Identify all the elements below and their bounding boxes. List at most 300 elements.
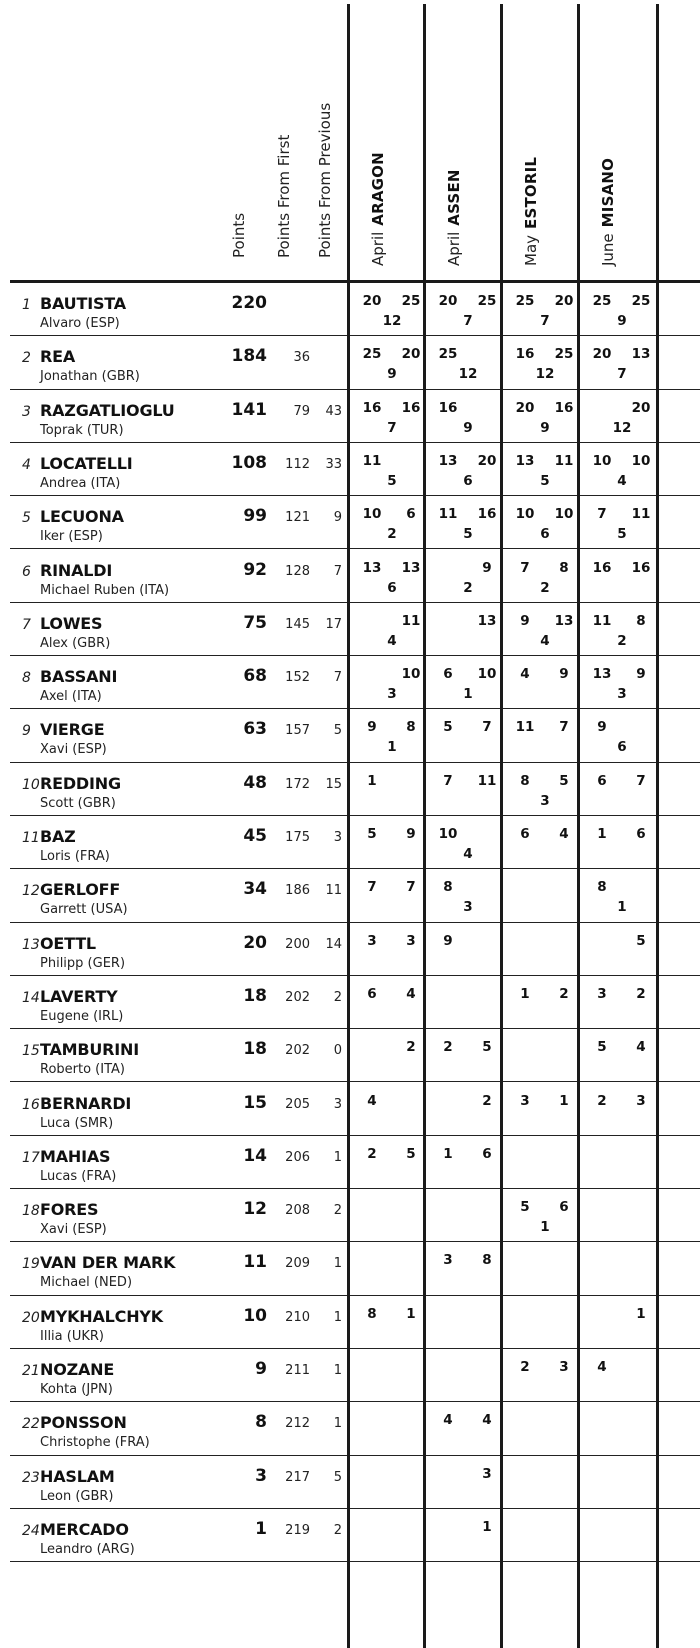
rider-first-name-country: Kohta (JPN) bbox=[40, 1382, 113, 1397]
points-from-previous: 7 bbox=[333, 563, 342, 579]
round-result: 4 bbox=[367, 1092, 377, 1109]
points-from-first: 205 bbox=[285, 1096, 310, 1112]
round-result: 1 bbox=[463, 686, 473, 703]
points-from-previous: 1 bbox=[333, 1256, 342, 1272]
rider-points: 11 bbox=[243, 1252, 267, 1273]
points-from-previous: 7 bbox=[333, 670, 342, 686]
round-result: 25 bbox=[592, 293, 612, 309]
round-result: 20 bbox=[438, 293, 458, 309]
round-result: 5 bbox=[406, 1145, 416, 1162]
round-result: 3 bbox=[540, 792, 550, 809]
round-result: 13 bbox=[362, 559, 382, 576]
round-result: 2 bbox=[520, 1359, 530, 1375]
rider-position: 22 bbox=[22, 1416, 40, 1433]
round-result: 1 bbox=[443, 1145, 453, 1162]
round-result: 1 bbox=[559, 1092, 569, 1109]
rider-first-name-country: Eugene (IRL) bbox=[40, 1008, 124, 1024]
points-from-first: 210 bbox=[285, 1309, 310, 1325]
rider-points: 45 bbox=[243, 826, 267, 846]
round-result: 5 bbox=[617, 526, 627, 543]
rider-first-name-country: Christophe (FRA) bbox=[40, 1435, 150, 1451]
round-result: 13 bbox=[515, 452, 535, 469]
rider-first-name-country: Xavi (ESP) bbox=[40, 1222, 107, 1238]
round-result: 1 bbox=[540, 1219, 550, 1236]
rider-position: 21 bbox=[22, 1363, 40, 1379]
table-row bbox=[10, 1402, 700, 1455]
header-points-from-first: Points From First bbox=[275, 134, 293, 258]
round-result: 13 bbox=[554, 612, 574, 629]
rider-points: 92 bbox=[243, 559, 267, 580]
round-result: 5 bbox=[367, 826, 377, 842]
round-result: 6 bbox=[463, 472, 473, 489]
round-result: 3 bbox=[387, 686, 397, 703]
round-header bbox=[600, 158, 616, 266]
rider-first-name-country: Garrett (USA) bbox=[40, 902, 128, 918]
rider-last-name: FORES bbox=[40, 1200, 99, 1220]
round-result: 5 bbox=[482, 1039, 492, 1056]
rider-last-name: LOWES bbox=[40, 613, 103, 633]
round-result: 25 bbox=[477, 293, 497, 309]
rider-last-name: OETTL bbox=[40, 933, 96, 953]
round-result: 4 bbox=[617, 472, 627, 489]
round-result: 4 bbox=[559, 826, 569, 842]
round-result: 25 bbox=[631, 293, 651, 309]
table-row bbox=[10, 1456, 700, 1509]
rider-points: 14 bbox=[243, 1145, 267, 1166]
round-result: 10 bbox=[438, 826, 458, 842]
header-points: Points bbox=[230, 212, 248, 258]
round-result: 16 bbox=[438, 399, 458, 416]
round-result: 12 bbox=[382, 313, 402, 329]
round-venue: MISANO bbox=[599, 157, 617, 228]
round-result: 6 bbox=[636, 826, 646, 842]
round-result: 3 bbox=[520, 1092, 530, 1109]
round-result: 20 bbox=[401, 346, 421, 363]
round-result: 3 bbox=[443, 1252, 453, 1269]
round-result: 3 bbox=[406, 932, 416, 949]
round-result: 4 bbox=[520, 666, 530, 683]
rider-position: 24 bbox=[22, 1522, 40, 1539]
round-result: 3 bbox=[367, 932, 377, 949]
rider-points: 18 bbox=[243, 985, 267, 1006]
points-from-previous: 1 bbox=[333, 1149, 342, 1165]
rider-last-name: LECUONA bbox=[40, 507, 124, 527]
round-result: 16 bbox=[401, 399, 421, 416]
rider-last-name: BAUTISTA bbox=[40, 294, 126, 313]
table-row bbox=[10, 816, 700, 869]
round-result: 13 bbox=[438, 452, 458, 469]
round-result: 9 bbox=[597, 719, 607, 736]
points-from-first: 172 bbox=[285, 776, 310, 792]
round-month: May bbox=[522, 234, 540, 266]
points-from-previous: 0 bbox=[333, 1043, 342, 1059]
round-result: 16 bbox=[477, 506, 497, 523]
table-row bbox=[10, 603, 700, 656]
rider-last-name: REDDING bbox=[40, 773, 121, 793]
round-result: 9 bbox=[482, 559, 492, 576]
round-result: 6 bbox=[482, 1145, 492, 1162]
table-row bbox=[10, 923, 700, 976]
rider-first-name-country: Luca (SMR) bbox=[40, 1115, 114, 1131]
table-row bbox=[10, 976, 700, 1029]
round-separator bbox=[577, 4, 580, 1648]
round-separator bbox=[500, 4, 503, 1648]
round-result: 4 bbox=[482, 1412, 492, 1429]
round-result: 8 bbox=[636, 612, 646, 629]
round-result: 5 bbox=[597, 1039, 607, 1056]
round-result: 5 bbox=[443, 719, 453, 736]
rider-points: 20 bbox=[243, 932, 267, 953]
rider-points: 184 bbox=[231, 346, 267, 367]
rider-position: 3 bbox=[22, 403, 31, 420]
round-result: 20 bbox=[554, 293, 574, 309]
round-result: 5 bbox=[540, 472, 550, 489]
round-result: 6 bbox=[387, 579, 397, 596]
round-result: 25 bbox=[438, 346, 458, 363]
round-result: 7 bbox=[387, 419, 397, 436]
round-result: 2 bbox=[636, 985, 646, 1002]
round-result: 1 bbox=[636, 1305, 646, 1322]
points-from-previous: 5 bbox=[333, 723, 342, 739]
round-result: 2 bbox=[387, 526, 397, 543]
round-result: 8 bbox=[597, 879, 607, 896]
round-result: 4 bbox=[443, 1412, 453, 1429]
round-result: 8 bbox=[406, 719, 416, 736]
round-result: 11 bbox=[631, 506, 651, 523]
points-from-previous: 2 bbox=[333, 989, 342, 1005]
round-result: 9 bbox=[443, 932, 453, 949]
round-result: 12 bbox=[535, 366, 555, 383]
round-result: 4 bbox=[406, 985, 416, 1002]
rider-first-name-country: Loris (FRA) bbox=[40, 849, 110, 864]
round-result: 1 bbox=[387, 739, 397, 756]
points-from-first: 112 bbox=[285, 456, 310, 472]
round-result: 13 bbox=[631, 346, 651, 363]
points-from-first: 79 bbox=[293, 403, 310, 419]
rider-first-name-country: Leon (GBR) bbox=[40, 1488, 114, 1504]
round-result: 7 bbox=[463, 313, 473, 329]
rider-points: 108 bbox=[231, 452, 267, 473]
rider-points: 18 bbox=[243, 1039, 267, 1060]
points-from-previous: 2 bbox=[333, 1522, 342, 1538]
header-points-from-previous: Points From Previous bbox=[316, 102, 334, 258]
round-separator bbox=[656, 4, 659, 1648]
round-result: 7 bbox=[540, 313, 550, 329]
rider-last-name: BASSANI bbox=[40, 667, 118, 687]
round-result: 8 bbox=[482, 1252, 492, 1269]
rider-position: 4 bbox=[22, 456, 31, 473]
rider-points: 48 bbox=[243, 772, 267, 793]
rider-last-name: MYKHALCHYK bbox=[40, 1306, 163, 1326]
round-result: 2 bbox=[406, 1039, 416, 1056]
rider-points: 63 bbox=[243, 719, 267, 740]
points-from-previous: 43 bbox=[325, 403, 342, 419]
round-result: 16 bbox=[592, 559, 612, 576]
points-from-previous: 15 bbox=[325, 776, 342, 792]
round-result: 8 bbox=[559, 559, 569, 576]
table-row bbox=[10, 550, 700, 603]
points-from-first: 208 bbox=[285, 1203, 310, 1219]
rider-points: 141 bbox=[231, 399, 267, 420]
round-result: 2 bbox=[617, 632, 627, 649]
rider-last-name: TAMBURINI bbox=[40, 1040, 139, 1060]
round-venue: ASSEN bbox=[445, 169, 463, 226]
round-result: 1 bbox=[520, 985, 530, 1002]
round-result: 11 bbox=[362, 452, 382, 469]
rider-first-name-country: Andrea (ITA) bbox=[40, 475, 121, 491]
round-result: 25 bbox=[554, 346, 574, 363]
round-result: 20 bbox=[362, 293, 382, 309]
round-result: 9 bbox=[387, 366, 397, 383]
round-result: 6 bbox=[597, 772, 607, 789]
table-row bbox=[10, 1242, 700, 1295]
rider-position: 5 bbox=[22, 510, 31, 527]
round-result: 4 bbox=[636, 1039, 646, 1056]
round-result: 7 bbox=[559, 719, 569, 736]
rider-last-name: REA bbox=[40, 347, 76, 367]
round-result: 5 bbox=[387, 472, 397, 489]
round-result: 2 bbox=[540, 579, 550, 596]
round-result: 8 bbox=[367, 1305, 377, 1322]
rider-last-name: VAN DER MARK bbox=[40, 1253, 176, 1273]
round-result: 5 bbox=[463, 526, 473, 543]
round-result: 5 bbox=[636, 932, 646, 949]
points-from-previous: 17 bbox=[325, 616, 342, 632]
table-row bbox=[10, 1349, 700, 1402]
points-from-previous: 1 bbox=[333, 1309, 342, 1325]
rider-last-name: BAZ bbox=[40, 827, 76, 846]
round-month: June bbox=[599, 233, 617, 266]
round-result: 16 bbox=[362, 399, 382, 416]
rider-last-name: MERCADO bbox=[40, 1519, 129, 1539]
points-from-first: 202 bbox=[285, 989, 310, 1005]
round-result: 7 bbox=[406, 879, 416, 896]
rider-last-name: RINALDI bbox=[40, 560, 113, 580]
round-result: 13 bbox=[401, 559, 421, 576]
rider-last-name: MAHIAS bbox=[40, 1146, 111, 1166]
round-result: 1 bbox=[406, 1305, 416, 1322]
points-from-first: 175 bbox=[285, 830, 310, 845]
round-result: 20 bbox=[477, 452, 497, 469]
points-from-previous: 3 bbox=[333, 830, 342, 845]
points-from-first: 211 bbox=[285, 1363, 310, 1378]
rider-first-name-country: Xavi (ESP) bbox=[40, 742, 107, 758]
points-from-previous: 9 bbox=[333, 510, 342, 526]
rider-first-name-country: Axel (ITA) bbox=[40, 689, 102, 705]
rider-last-name: LOCATELLI bbox=[40, 453, 133, 473]
round-result: 13 bbox=[592, 666, 612, 683]
rider-first-name-country: Scott (GBR) bbox=[40, 795, 116, 811]
rider-points: 9 bbox=[255, 1359, 267, 1379]
round-result: 25 bbox=[401, 293, 421, 309]
round-result: 16 bbox=[554, 399, 574, 416]
points-from-previous: 33 bbox=[325, 456, 342, 472]
rider-points: 3 bbox=[255, 1465, 267, 1486]
table-row bbox=[10, 283, 700, 336]
round-result: 8 bbox=[443, 879, 453, 896]
table-row bbox=[10, 496, 700, 549]
round-result: 11 bbox=[401, 612, 421, 629]
round-result: 6 bbox=[406, 506, 416, 523]
rider-points: 8 bbox=[255, 1412, 267, 1433]
round-result: 9 bbox=[636, 666, 646, 683]
rider-position: 19 bbox=[22, 1256, 40, 1273]
points-from-previous: 2 bbox=[333, 1203, 342, 1219]
round-result: 16 bbox=[631, 559, 651, 576]
round-result: 10 bbox=[592, 452, 612, 469]
points-from-first: 36 bbox=[293, 350, 310, 366]
round-result: 9 bbox=[559, 666, 569, 683]
rider-last-name: RAZGATLIOGLU bbox=[40, 400, 175, 420]
round-result: 10 bbox=[477, 666, 497, 683]
table-row bbox=[10, 1029, 700, 1082]
rider-first-name-country: Jonathan (GBR) bbox=[40, 369, 140, 385]
round-result: 1 bbox=[617, 899, 627, 916]
rider-position: 9 bbox=[22, 723, 31, 740]
round-result: 7 bbox=[617, 366, 627, 383]
table-row bbox=[10, 763, 700, 816]
round-result: 2 bbox=[443, 1039, 453, 1056]
rider-position: 6 bbox=[22, 563, 31, 580]
rider-position: 7 bbox=[22, 616, 31, 633]
round-result: 2 bbox=[463, 579, 473, 596]
round-result: 9 bbox=[367, 719, 377, 736]
rider-position: 13 bbox=[22, 936, 40, 953]
round-result: 9 bbox=[540, 419, 550, 436]
round-result: 11 bbox=[477, 772, 497, 789]
round-result: 10 bbox=[554, 506, 574, 523]
table-row bbox=[10, 869, 700, 922]
round-result: 5 bbox=[559, 772, 569, 789]
round-result: 2 bbox=[367, 1145, 377, 1162]
round-result: 11 bbox=[438, 506, 458, 523]
round-result: 6 bbox=[540, 526, 550, 543]
table-row bbox=[10, 390, 700, 443]
round-header bbox=[370, 152, 386, 266]
points-from-first: 186 bbox=[285, 883, 310, 899]
round-result: 7 bbox=[597, 506, 607, 523]
points-from-previous: 11 bbox=[325, 883, 342, 899]
round-result: 2 bbox=[597, 1092, 607, 1109]
rider-first-name-country: Lucas (FRA) bbox=[40, 1168, 117, 1184]
round-result: 2 bbox=[559, 985, 569, 1002]
rider-first-name-country: Alex (GBR) bbox=[40, 635, 111, 651]
round-result: 4 bbox=[540, 632, 550, 649]
rider-first-name-country: Alvaro (ESP) bbox=[40, 316, 120, 331]
points-from-first: 212 bbox=[285, 1416, 310, 1432]
round-result: 6 bbox=[443, 666, 453, 683]
points-from-first: 157 bbox=[285, 723, 310, 739]
rider-position: 18 bbox=[22, 1203, 40, 1220]
round-result: 9 bbox=[520, 612, 530, 629]
round-result: 10 bbox=[515, 506, 535, 523]
rider-first-name-country: Philipp (GER) bbox=[40, 955, 126, 971]
round-result: 3 bbox=[463, 899, 473, 916]
rider-first-name-country: Toprak (TUR) bbox=[40, 422, 124, 438]
round-result: 6 bbox=[617, 739, 627, 756]
table-row bbox=[10, 336, 700, 389]
round-result: 1 bbox=[482, 1518, 492, 1535]
points-from-first: 206 bbox=[285, 1149, 310, 1165]
rider-position: 2 bbox=[22, 350, 31, 367]
rider-points: 99 bbox=[243, 506, 267, 527]
round-separator bbox=[423, 4, 426, 1648]
round-header bbox=[523, 157, 539, 266]
points-from-first: 152 bbox=[285, 670, 310, 686]
points-from-first: 209 bbox=[285, 1256, 310, 1272]
round-venue: ESTORIL bbox=[522, 156, 540, 229]
round-result: 11 bbox=[592, 612, 612, 629]
rider-position: 11 bbox=[22, 830, 40, 846]
rider-points: 10 bbox=[243, 1305, 267, 1326]
points-from-first: 202 bbox=[285, 1043, 310, 1059]
rider-first-name-country: Michael (NED) bbox=[40, 1275, 133, 1291]
round-result: 12 bbox=[458, 366, 478, 383]
round-result: 20 bbox=[592, 346, 612, 363]
points-from-first: 145 bbox=[285, 616, 310, 632]
round-result: 9 bbox=[406, 826, 416, 842]
rider-last-name: HASLAM bbox=[40, 1466, 115, 1486]
points-from-previous: 1 bbox=[333, 1363, 342, 1378]
rider-last-name: NOZANE bbox=[40, 1360, 115, 1379]
rider-first-name-country: Leandro (ARG) bbox=[40, 1541, 135, 1557]
round-result: 7 bbox=[482, 719, 492, 736]
round-result: 9 bbox=[617, 313, 627, 329]
round-result: 4 bbox=[463, 846, 473, 862]
rider-first-name-country: Illia (UKR) bbox=[40, 1328, 104, 1344]
rider-position: 20 bbox=[22, 1309, 40, 1326]
round-result: 10 bbox=[631, 452, 651, 469]
round-result: 7 bbox=[520, 559, 530, 576]
rider-first-name-country: Michael Ruben (ITA) bbox=[40, 582, 170, 598]
rider-position: 16 bbox=[22, 1096, 40, 1113]
points-from-previous: 14 bbox=[325, 936, 342, 952]
rider-last-name: GERLOFF bbox=[40, 880, 121, 900]
points-from-previous: 1 bbox=[333, 1416, 342, 1432]
round-result: 12 bbox=[612, 419, 632, 436]
round-result: 20 bbox=[631, 399, 651, 416]
rider-last-name: BERNARDI bbox=[40, 1093, 132, 1113]
rider-first-name-country: Roberto (ITA) bbox=[40, 1062, 125, 1078]
round-result: 3 bbox=[597, 985, 607, 1002]
round-result: 4 bbox=[387, 632, 397, 649]
rider-position: 10 bbox=[22, 776, 40, 793]
table-row bbox=[10, 1296, 700, 1349]
round-separator bbox=[347, 4, 350, 1648]
round-result: 9 bbox=[463, 419, 473, 436]
round-month: April bbox=[445, 231, 463, 266]
round-result: 3 bbox=[482, 1465, 492, 1482]
rider-last-name: PONSSON bbox=[40, 1413, 127, 1433]
round-result: 6 bbox=[520, 826, 530, 842]
round-result: 25 bbox=[362, 346, 382, 363]
points-from-first: 219 bbox=[285, 1522, 310, 1538]
round-result: 3 bbox=[636, 1092, 646, 1109]
table-row bbox=[10, 1509, 700, 1562]
points-from-first: 128 bbox=[285, 563, 310, 579]
rider-points: 220 bbox=[231, 293, 267, 313]
table-row bbox=[10, 1136, 700, 1189]
rider-points: 15 bbox=[243, 1092, 267, 1113]
round-result: 6 bbox=[367, 985, 377, 1002]
round-result: 3 bbox=[617, 686, 627, 703]
points-from-first: 121 bbox=[285, 510, 310, 526]
table-row bbox=[10, 656, 700, 709]
rider-position: 12 bbox=[22, 883, 40, 900]
round-result: 7 bbox=[636, 772, 646, 789]
rider-points: 12 bbox=[243, 1199, 267, 1220]
round-result: 6 bbox=[559, 1199, 569, 1216]
